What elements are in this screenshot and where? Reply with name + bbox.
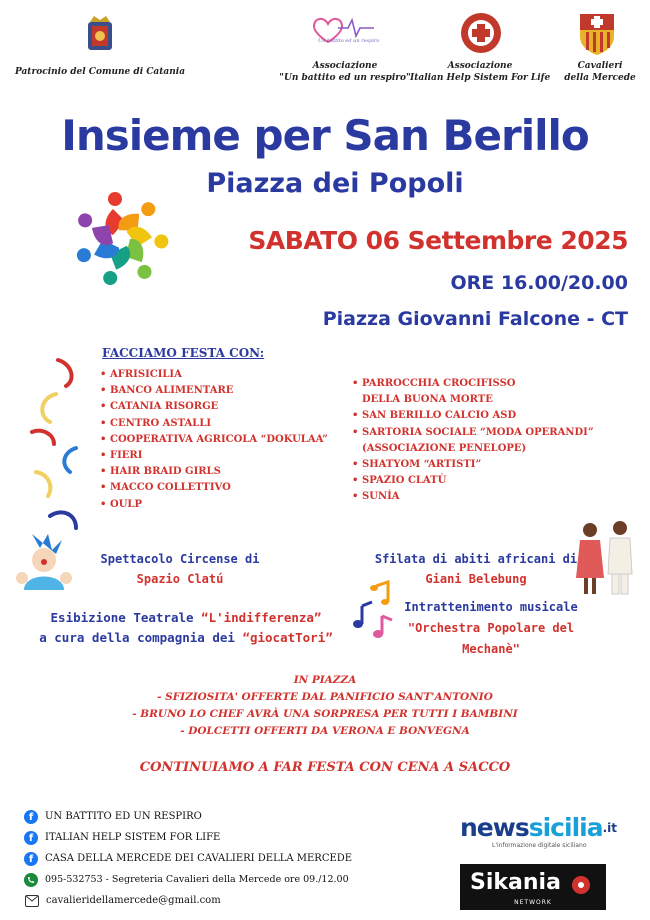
fashion-line1: Sfilata di abiti africani di — [374, 552, 578, 566]
event-date: SABATO 06 Settembre 2025 — [248, 226, 628, 255]
african-couple-icon — [574, 518, 640, 598]
news-tagline: L'informazione digitale siciliano — [492, 842, 587, 849]
list-item: • HAIR BRAID GIRLS — [100, 466, 221, 478]
contact-fb2[interactable]: ITALIAN HELP SISTEM FOR LIFE — [45, 832, 221, 843]
circus-line1: Spettacolo Circense di — [100, 552, 260, 566]
contact-fb1[interactable]: UN BATTITO ED UN RESPIRO — [45, 811, 202, 822]
contact-phone[interactable]: 095-532753 - Segreteria Cavalieri della Mercede ore 09./12.00 — [45, 874, 349, 885]
newsicilia-logo[interactable] — [460, 813, 618, 854]
theatre-part-d: “giocatTori” — [242, 630, 333, 645]
in-piazza-item: - DOLCETTI OFFERTI DA VERONA E BONVEGNA — [180, 725, 470, 737]
contact-row — [24, 869, 352, 890]
circus-event — [100, 549, 260, 589]
it-word: .it — [602, 821, 618, 835]
confetti-arcs-decoration — [20, 352, 90, 542]
contact-email[interactable]: cavalieridellamercede@gmail.com — [46, 895, 221, 906]
comune-caption: Patrocinio del Comune di Catania — [14, 67, 186, 77]
contact-row — [24, 890, 352, 911]
news-word: news — [460, 813, 529, 842]
list-item: • PARROCCHIA CROCIFISSO — [352, 378, 516, 389]
sikania-record-icon — [572, 876, 590, 894]
list-item: • SPAZIO CLATÙ — [352, 475, 447, 487]
music-line2: "Orchestra Popolare del — [407, 621, 575, 635]
page-title: Insieme per San Berillo — [61, 111, 589, 160]
facebook-icon: f — [24, 831, 38, 845]
theatre-part-c: a cura della compagnia dei — [39, 630, 243, 645]
list-item: • SUNÍA — [352, 491, 400, 503]
in-piazza-heading: IN PIAZZA — [293, 674, 357, 686]
list-item: • CENTRO ASTALLI — [100, 417, 212, 429]
email-icon — [25, 895, 39, 907]
festa-list-right — [352, 376, 594, 506]
assoc2-line2: Italian Help Sistem For Life — [410, 73, 551, 83]
assoc1-line1: Associazione — [312, 61, 378, 71]
assoc2-caption — [410, 60, 550, 84]
festa-list-left — [100, 367, 328, 513]
cavalieri-caption — [560, 60, 640, 84]
in-piazza-block — [0, 672, 650, 740]
whatsapp-icon — [24, 873, 38, 887]
cavalieri-shield — [578, 12, 616, 56]
cavalieri-line2: della Mercede — [564, 73, 636, 83]
music-line1: Intrattenimento musicale — [404, 600, 578, 614]
battito-logo-text: Un battito ed un respiro — [318, 38, 380, 44]
list-item: • SARTORIA SOCIALE “MODA OPERANDI” — [352, 426, 594, 438]
closing-message: CONTINUIAMO A FAR FESTA CON CENA A SACCO — [139, 760, 511, 775]
theatre-part-b: “L'indifferenza” — [201, 610, 322, 625]
assoc1-line2: "Un battito ed un respiro" — [279, 73, 411, 83]
fashion-line2: Giani Belebung — [425, 572, 527, 586]
circus-line2: Spazio Clatú — [136, 572, 224, 586]
facebook-icon: f — [24, 810, 38, 824]
sikania-logo[interactable] — [460, 864, 606, 910]
event-time: ORE 16.00/20.00 — [450, 272, 628, 294]
event-place: Piazza Giovanni Falcone - CT — [322, 308, 628, 330]
list-item: • BANCO ALIMENTARE — [100, 385, 234, 397]
contact-row — [24, 848, 352, 869]
comune-crest — [86, 14, 114, 54]
fashion-event — [372, 549, 580, 589]
list-item: • COOPERATIVA AGRICOLA “DOKULAA” — [100, 433, 328, 445]
list-item: • MACCO COLLETTIVO — [100, 482, 231, 494]
assoc1-caption — [270, 60, 420, 84]
in-piazza-item: - SFIZIOSITA' OFFERTE DAL PANIFICIO SANT'ANTONIO — [157, 691, 493, 703]
list-item: • OULP — [100, 498, 142, 510]
contact-fb3[interactable]: CASA DELLA MERCEDE DEI CAVALIERI DELLA MERCEDE — [45, 853, 353, 864]
festa-heading: FACCIAMO FESTA CON: — [102, 346, 265, 360]
list-item: DELLA BUONA MORTE — [362, 394, 493, 406]
sikania-network: NETWORK — [514, 899, 552, 906]
list-item: • FIERI — [100, 450, 143, 462]
sikania-word: Sikania — [470, 870, 561, 895]
theatre-part-a: Esibizione Teatrale — [50, 610, 202, 625]
contact-row — [24, 806, 352, 827]
theatre-event — [26, 608, 346, 648]
cavalieri-line1: Cavalieri — [577, 61, 623, 71]
help-sistem-logo — [460, 12, 502, 54]
sicilia-word: sicilia — [528, 813, 603, 842]
music-event — [386, 597, 596, 660]
list-item: • AFRISICILIA — [100, 369, 182, 380]
battito-logo — [308, 12, 378, 48]
facebook-icon: f — [24, 852, 38, 866]
clown-icon — [14, 532, 74, 594]
list-item: • SHATYOM “ARTISTI” — [352, 459, 482, 471]
page-subtitle: Piazza dei Popoli — [206, 168, 464, 199]
community-circle-icon — [62, 188, 180, 290]
music-line3: Mechanè" — [462, 642, 520, 656]
list-item: • CATANIA RISORGE — [100, 401, 219, 413]
list-item: (ASSOCIAZIONE PENELOPE) — [362, 442, 527, 454]
contacts — [24, 806, 352, 911]
assoc2-line1: Associazione — [447, 61, 513, 71]
in-piazza-item: - BRUNO LO CHEF AVRÀ UNA SORPRESA PER TUTTI I BAMBINI — [132, 708, 518, 720]
contact-row — [24, 827, 352, 848]
list-item: • SAN BERILLO CALCIO ASD — [352, 410, 517, 422]
